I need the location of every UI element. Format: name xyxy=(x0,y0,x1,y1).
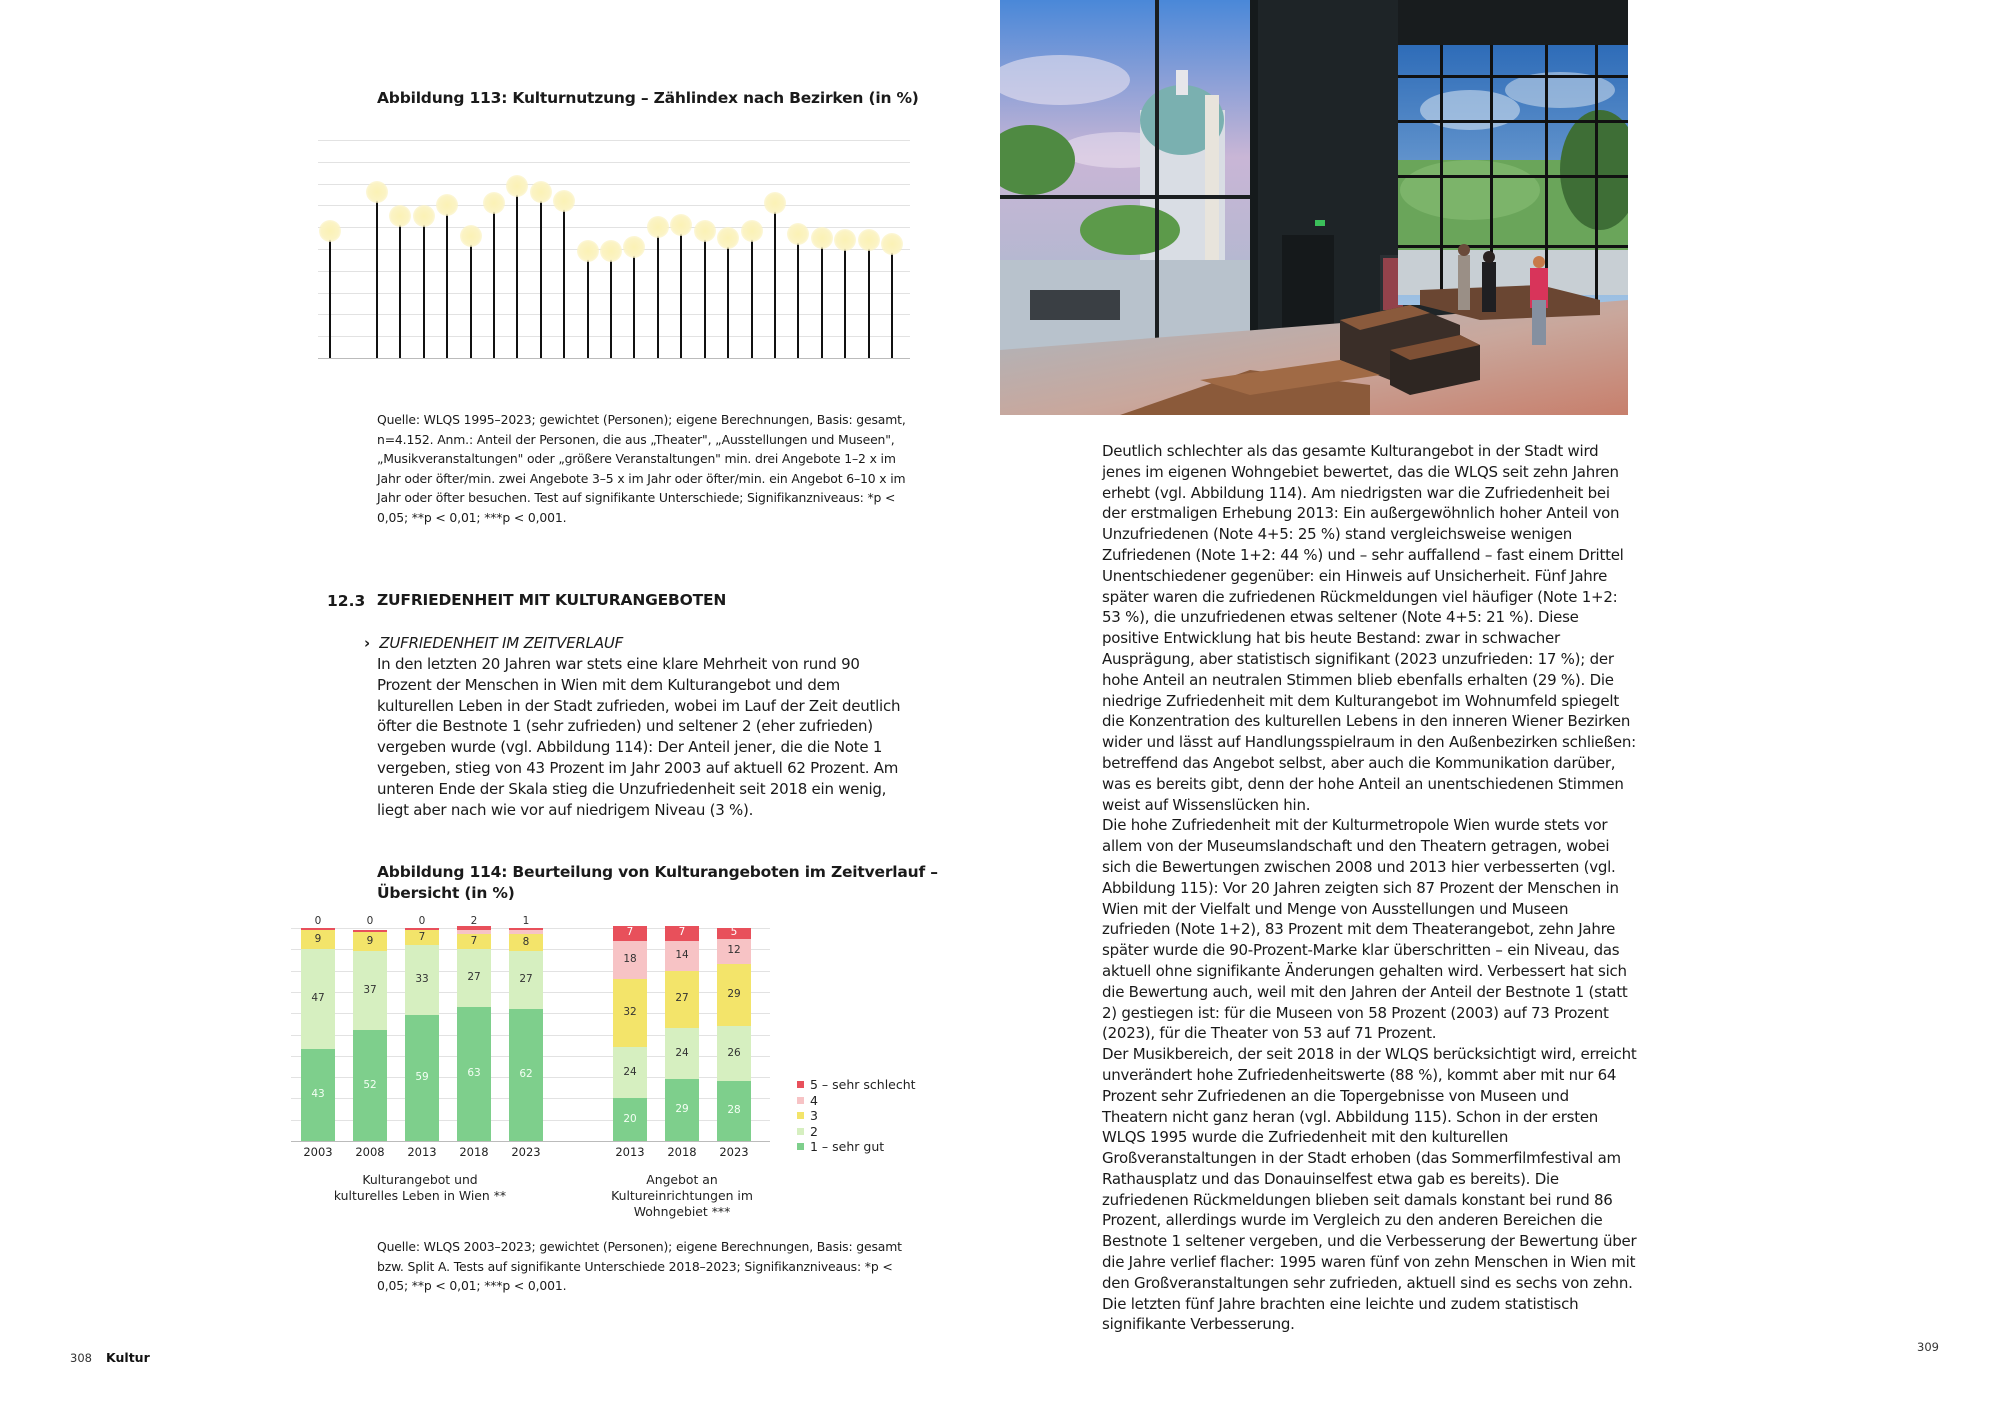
bar-value-label: 18 xyxy=(623,952,637,965)
data-stem xyxy=(751,235,753,358)
gridline xyxy=(318,162,910,163)
bar-value-label: 32 xyxy=(623,1006,637,1019)
bar-value-label: 9 xyxy=(314,932,322,945)
bar-value-label: 47 xyxy=(311,992,325,1005)
group-2-label-line-3: Wohngebiet *** xyxy=(633,1204,731,1219)
data-value-label xyxy=(436,194,458,216)
data-value-label xyxy=(623,236,645,258)
bar-value-label: 26 xyxy=(727,1046,741,1059)
group-1-label-line-1: Kulturangebot und xyxy=(362,1172,478,1187)
bar-top-value: 0 xyxy=(366,915,374,927)
data-stem xyxy=(470,240,472,358)
legend-label: 5 – sehr schlecht xyxy=(810,1077,916,1092)
bar-value-label: 7 xyxy=(418,930,426,943)
bar-value-label: 27 xyxy=(519,973,533,986)
data-stem xyxy=(329,235,331,358)
data-stem xyxy=(844,244,846,358)
data-value-label xyxy=(366,181,388,203)
legend-swatch-icon xyxy=(797,1097,804,1104)
bar-value-label: 59 xyxy=(415,1071,429,1084)
right-column-text xyxy=(1102,441,1637,1335)
legend-swatch-icon xyxy=(797,1128,804,1135)
data-value-label xyxy=(600,240,622,262)
data-stem xyxy=(423,220,425,358)
section-paragraph: In den letzten 20 Jahren war stets eine klare Mehrheit von rund 90 Prozent der Menschen in Wien mit dem Kulturangebot und dem kulturellen Leben in der Stadt zufrieden, wobei im Lauf der Zeit deutlich öfter die Bestnote 1 (sehr zufrieden) und seltener 2 (eher zufrieden) vergeben wurde (vgl. Abbildung 114): Der Anteil jener, die die Note 1 vergeben, stieg von 43 Prozent im Jahr 2003 auf aktuell 62 Prozent. Am unteren Ende der Skala stieg die Unzufriedenheit seit 2018 ein wenig, liegt aber nach wie vor auf niedrigem Niveau (3 %). xyxy=(377,655,901,819)
bar-value-label: 5 xyxy=(730,926,738,939)
data-value-label xyxy=(460,225,482,247)
data-value-label xyxy=(670,214,692,236)
bar-segment-2 xyxy=(665,1028,699,1079)
bar-value-label: 7 xyxy=(626,926,634,939)
left-page-footer xyxy=(70,1347,150,1366)
figure-113-title: Abbildung 113: Kulturnutzung – Zählindex nach Bezirken (in %) xyxy=(377,89,919,107)
legend-swatch-icon xyxy=(797,1143,804,1150)
data-stem xyxy=(587,255,589,358)
x-tick-label: 2018 xyxy=(667,1145,697,1159)
data-stem xyxy=(376,196,378,358)
paragraph-1: Deutlich schlechter als das gesamte Kulturangebot in der Stadt wird jenes im eigenen Wohngebiet bewertet, das die WLQS seit zehn Jahren erhebt (vgl. Abbildung 114). Am niedrigsten war die Zufriedenheit bei der erstmaligen Erhebung 2013: Ein außergewöhnlich hoher Anteil von Unzufriedenen (Note 4+5: 25 %) stand vergleichsweise wenigen Zufriedenen (Note 1+2: 44 %) und – sehr auffallend – fast einem Drittel Unentschiedener gegenüber: ein Hinweis auf Unsicherheit. Fünf Jahre später waren die zufriedenen Rückmeldungen viel häufiger (Note 1+2: 53 %), die unzufriedenen etwas seltener (Note 4+5: 21 %). Diese positive Entwicklung hat bis heute Bestand: zwar in schwacher Ausprägung, aber statistisch signifikant (2023 unzufrieden: 17 %); der hohe Anteil an neutralen Stimmen blieb ebenfalls erhalten (29 %). Die niedrige Zufriedenheit mit dem Kulturangebot im Wohnumfeld spiegelt die Konzentration des kulturellen Lebens in den inneren Wiener Bezirken wider und lässt auf Handlungsspielraum in den Außenbezirken schließen: betreffend das Angebot selbst, aber auch die Kommunikation darüber, was es bereits gibt, denn der hohe Anteil an unentschiedenen Stimmen weist auf Wissenslücken hin. xyxy=(1102,442,1636,814)
data-stem xyxy=(563,205,565,358)
bar-value-label: 24 xyxy=(675,1046,689,1059)
x-tick-label: 2023 xyxy=(719,1145,749,1159)
data-value-label xyxy=(506,175,528,197)
data-value-label xyxy=(881,233,903,255)
figure-114-chart xyxy=(255,915,935,1215)
figure-114-title-line-1: Abbildung 114: Beurteilung von Kulturangeboten im Zeitverlauf – xyxy=(377,863,938,881)
bar-segment-4 xyxy=(457,930,491,934)
data-stem xyxy=(797,238,799,358)
bar-value-label: 27 xyxy=(675,992,689,1005)
data-stem xyxy=(633,251,635,358)
bar-value-label: 20 xyxy=(623,1112,637,1125)
data-value-label xyxy=(811,227,833,249)
figure-114-group-1-label xyxy=(320,1172,520,1204)
data-value-label xyxy=(787,223,809,245)
x-tick-label: 2013 xyxy=(615,1145,645,1159)
data-stem xyxy=(891,248,893,358)
bar-value-label: 28 xyxy=(727,1104,741,1117)
data-stem xyxy=(446,209,448,358)
figure-114-group-2-label xyxy=(597,1172,767,1220)
bar-segment-1 xyxy=(665,1079,699,1141)
bar-segment-5 xyxy=(613,926,647,941)
legend-swatch-icon xyxy=(797,1112,804,1119)
data-stem xyxy=(610,255,612,358)
bar-segment-3 xyxy=(613,979,647,1047)
legend-item xyxy=(797,1124,916,1140)
bar-value-label: 7 xyxy=(470,934,478,947)
chapter-title: Kultur xyxy=(106,1350,150,1365)
data-value-label xyxy=(647,216,669,238)
bar-segment-1 xyxy=(457,1007,491,1141)
legend-swatch-icon xyxy=(797,1081,804,1088)
x-tick-label: 2013 xyxy=(407,1145,437,1159)
figure-113-source-note: Quelle: WLQS 1995–2023; gewichtet (Personen); eigene Berechnungen, Basis: gesamt, n=4.152. Anm.: Anteil der Personen, die aus „Theater", „Ausstellungen und Museen", „Musikveranstaltungen" oder „größere Veranstaltungen" min. drei Angebote 1–2 x im Jahr oder öfter/min. zwei Angebote 3–5 x im Jahr oder öfter/min. ein Angebot 6–10 x im Jahr oder öfter besuchen. Test auf signifikante Unterschiede; Signifikanzniveaus: *p < 0,05; **p < 0,01; ***p < 0,001. xyxy=(377,412,906,525)
data-value-label xyxy=(483,192,505,214)
data-stem xyxy=(821,242,823,358)
data-value-label xyxy=(717,227,739,249)
bar-segment-4 xyxy=(613,941,647,979)
group-2-label-line-1: Angebot an xyxy=(646,1172,718,1187)
gridline xyxy=(318,184,910,185)
figure-114-source-note: Quelle: WLQS 2003–2023; gewichtet (Personen); eigene Berechnungen, Basis: gesamt bzw. Split A. Tests auf signifikante Unterschiede 2018–2023; Signifikanzniveaus: *p < 0,05; **p < 0,01; ***p < 0,001. xyxy=(377,1239,902,1294)
bar-segment-2 xyxy=(301,949,335,1049)
data-value-label xyxy=(577,240,599,262)
bar-segment-1 xyxy=(405,1015,439,1141)
legend-item xyxy=(797,1139,916,1155)
bar-segment-3 xyxy=(405,930,439,945)
bar-segment-2 xyxy=(457,949,491,1007)
bar-segment-4 xyxy=(509,930,543,934)
figure-114-legend xyxy=(797,1077,916,1155)
bar-segment-5 xyxy=(509,928,543,930)
bar-value-label: 12 xyxy=(727,944,741,957)
bar-segment-5 xyxy=(353,930,387,932)
figure-114-title-line-2: Übersicht (in %) xyxy=(377,884,515,902)
data-stem xyxy=(727,242,729,358)
data-value-label xyxy=(389,205,411,227)
gridline xyxy=(291,1141,770,1142)
legend-item xyxy=(797,1108,916,1124)
bar-segment-2 xyxy=(353,951,387,1030)
data-value-label xyxy=(834,229,856,251)
data-stem xyxy=(868,244,870,358)
page-number-left: 308 xyxy=(70,1351,92,1365)
data-value-label xyxy=(530,181,552,203)
bar-top-value: 0 xyxy=(314,915,322,927)
data-stem xyxy=(704,235,706,358)
data-stem xyxy=(657,231,659,358)
section-number: 12.3 xyxy=(327,592,366,610)
bar-segment-1 xyxy=(301,1049,335,1141)
x-tick-label: 2018 xyxy=(459,1145,489,1159)
bar-segment-2 xyxy=(405,945,439,1015)
bar-segment-4 xyxy=(665,941,699,971)
gridline xyxy=(318,358,910,359)
bar-value-label: 37 xyxy=(363,983,377,996)
data-stem xyxy=(540,196,542,358)
bar-top-value: 1 xyxy=(522,915,530,927)
paragraph-2: Die hohe Zufriedenheit mit der Kulturmetropole Wien wurde stets vor allem von der Museumslandschaft und den Theatern getragen, wobei sich die Bewertungen zwischen 2008 und 2013 hier verbesserten (vgl. Abbildung 115): Vor 20 Jahren zeigten sich 87 Prozent der Menschen in Wien mit der Vielfalt und Menge von Ausstellungen und Museen zufrieden (Note 1+2), 83 Prozent mit dem Theaterangebot, zehn Jahre später wurde die 90-Prozent-Marke klar überschritten – ein Niveau, das aktuell ohne signifikante Änderungen gehalten wird. Verbessert hat sich die Bewertung auch, weil mit den Jahren der Anteil der Bestnote 1 (statt 2) gestiegen ist: für die Museen von 58 Prozent (2003) auf 73 Prozent (2023), für die Theater von 53 auf 71 Prozent. xyxy=(1102,816,1628,1043)
data-stem xyxy=(774,207,776,358)
legend-label: 1 – sehr gut xyxy=(810,1139,885,1154)
bar-segment-3 xyxy=(353,932,387,951)
legend-label: 3 xyxy=(810,1108,818,1123)
figure-114-title xyxy=(377,862,938,904)
paragraph-3: Der Musikbereich, der seit 2018 in der WLQS berücksichtigt wird, erreicht unverändert hohe Zufriedenheitswerte (88 %), kommt aber mit nur 64 Prozent sehr Zufriedenen an die Topergebnisse von Museen und Theatern nicht ganz heran (vgl. Abbildung 115). Schon in der ersten WLQS 1995 wurde die Zufriedenheit mit den kulturellen Großveranstaltungen in der Stadt erhoben (das Sommerfilmfestival am Rathausplatz und das Donauinselfest etwa gab es bereits). Die zufriedenen Rückmeldungen blieben seit damals konstant bei rund 86 Prozent, allerdings wurde im Vergleich zu den anderen Bereichen die Bestnote 1 seltener vergeben, und die Verbesserung der Bewertung über die Jahre verlief flacher: 1995 waren fünf von zehn Menschen in Wien mit den Großveranstaltungen sehr zufrieden, aktuell sind es sechs von zehn. Die letzten fünf Jahre brachten eine leichte und zudem statistisch signifikante Verbesserung. xyxy=(1102,1045,1637,1334)
bar-segment-1 xyxy=(613,1098,647,1141)
bar-segment-3 xyxy=(457,934,491,949)
bar-segment-1 xyxy=(353,1030,387,1141)
data-stem xyxy=(399,220,401,358)
bar-segment-3 xyxy=(509,934,543,951)
bar-value-label: 27 xyxy=(467,971,481,984)
bar-segment-1 xyxy=(509,1009,543,1141)
bar-value-label: 14 xyxy=(675,948,689,961)
bar-segment-2 xyxy=(717,1026,751,1081)
bar-segment-5 xyxy=(665,926,699,941)
bar-segment-3 xyxy=(717,964,751,1026)
bar-value-label: 29 xyxy=(727,988,741,1001)
data-value-label xyxy=(741,220,763,242)
bar-segment-5 xyxy=(717,928,751,939)
gridline xyxy=(318,140,910,141)
bar-value-label: 62 xyxy=(519,1067,533,1080)
data-stem xyxy=(680,229,682,358)
data-value-label xyxy=(764,192,786,214)
legend-label: 4 xyxy=(810,1092,818,1108)
figure-113-chart xyxy=(280,125,920,385)
bar-value-label: 24 xyxy=(623,1065,637,1078)
bar-segment-3 xyxy=(665,971,699,1029)
data-value-label xyxy=(858,229,880,251)
bar-segment-3 xyxy=(301,930,335,949)
data-value-label xyxy=(319,220,341,242)
bar-segment-2 xyxy=(613,1047,647,1098)
bar-segment-5 xyxy=(301,928,335,930)
bar-top-value: 2 xyxy=(470,915,478,927)
bar-value-label: 43 xyxy=(311,1088,325,1101)
foyer-photo xyxy=(1000,0,1628,415)
bar-value-label: 8 xyxy=(522,935,530,948)
legend-item xyxy=(797,1077,916,1093)
x-tick-label: 2003 xyxy=(303,1145,333,1159)
bar-value-label: 7 xyxy=(678,926,686,939)
photo-illustration xyxy=(1000,0,1628,415)
group-2-label-line-2: Kultureinrichtungen im xyxy=(611,1188,753,1203)
section-title: ZUFRIEDENHEIT MIT KULTURANGEBOTEN xyxy=(377,591,727,609)
subsection-title: ZUFRIEDENHEIT IM ZEITVERLAUF xyxy=(379,634,624,652)
bar-segment-5 xyxy=(405,928,439,930)
page-number-right: 309 xyxy=(1917,1340,1939,1354)
x-tick-label: 2008 xyxy=(355,1145,385,1159)
chevron-right-icon: › xyxy=(364,634,371,652)
data-value-label xyxy=(413,205,435,227)
bar-segment-2 xyxy=(509,951,543,1009)
legend-item xyxy=(797,1093,916,1109)
bar-segment-1 xyxy=(717,1081,751,1141)
bar-top-value: 0 xyxy=(418,915,426,927)
data-stem xyxy=(516,190,518,358)
bar-value-label: 9 xyxy=(366,934,374,947)
bar-value-label: 33 xyxy=(415,973,429,986)
legend-label: 2 xyxy=(810,1123,818,1139)
x-tick-label: 2023 xyxy=(511,1145,541,1159)
group-1-label-line-2: kulturelles Leben in Wien ** xyxy=(333,1188,507,1203)
data-value-label xyxy=(553,190,575,212)
gridline xyxy=(318,205,910,206)
data-stem xyxy=(493,207,495,358)
subsection-heading xyxy=(364,633,623,652)
section-heading xyxy=(327,591,365,610)
bar-value-label: 63 xyxy=(467,1066,481,1079)
bar-value-label: 29 xyxy=(675,1103,689,1116)
data-value-label xyxy=(694,220,716,242)
bar-value-label: 52 xyxy=(363,1078,377,1091)
bar-segment-4 xyxy=(717,939,751,965)
